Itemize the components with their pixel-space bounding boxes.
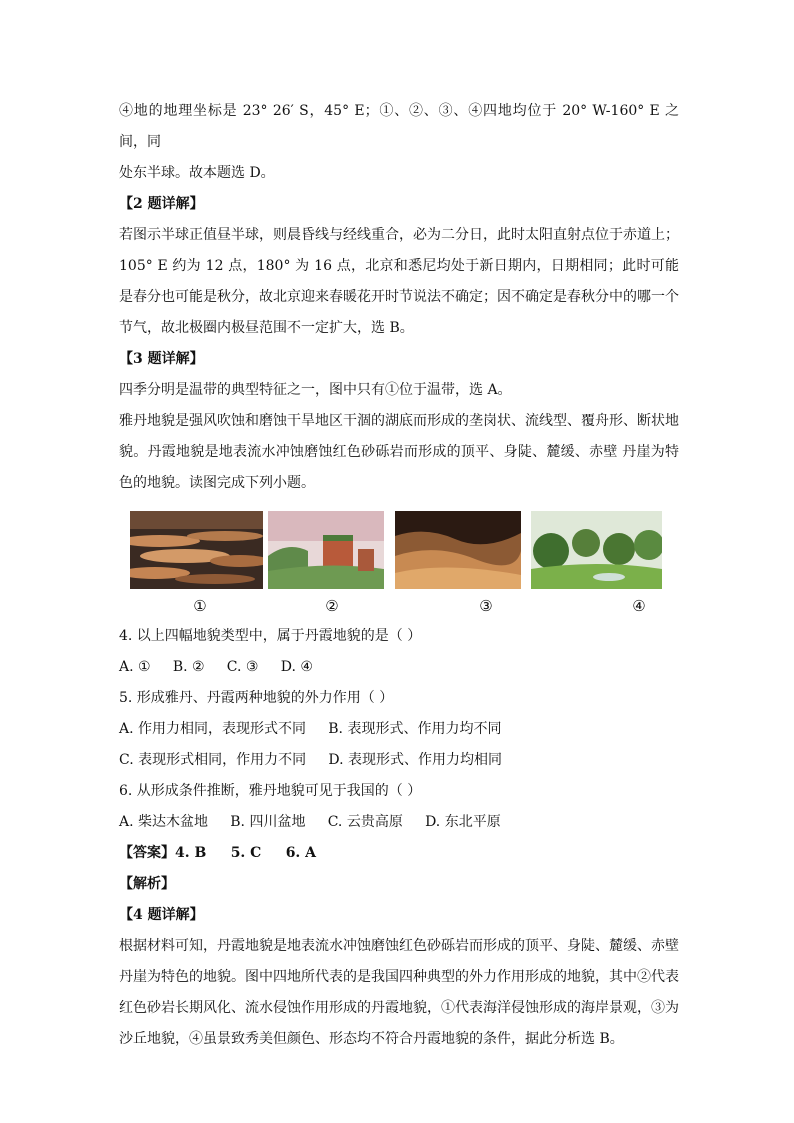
question-6: 6. 从形成条件推断，雅丹地貌可见于我国的（ ） — [119, 783, 422, 799]
heading-q2-detail: 【2 题详解】 — [119, 196, 204, 212]
question-4: 4. 以上四幅地貌类型中，属于丹霞地貌的是（ ） — [119, 628, 422, 644]
heading-q3-detail: 【3 题详解】 — [119, 351, 204, 367]
question-5-options-ab: A. 作用力相同，表现形式不同 B. 表现形式、作用力均不同 — [119, 721, 502, 737]
heading-analysis: 【解析】 — [119, 876, 175, 892]
photo-4-karst-green — [531, 511, 662, 589]
para-q2-detail: 若图示半球正值昼半球，则晨昏线与经线重合，必为二分日，此时太阳直射点位于赤道上；105° E 约为 12 点，180° 为 16 点，北京和悉尼均处于新日期内，日期相同；此时可能是春分也可能是秋分，故北京迎来春暖花开时节说法不确定；因不确定是春秋分中的哪一个节气，故北极圈内极昼范围不一定扩大，选 B。 — [119, 227, 679, 336]
question-4-options: A. ① B. ② C. ③ D. ④ — [119, 659, 313, 675]
landform-photos — [119, 511, 679, 621]
heading-q4-detail: 【4 题详解】 — [119, 907, 204, 923]
caption-3: ③ — [479, 597, 493, 615]
caption-2: ② — [325, 597, 339, 615]
para-q1-tail-2: 处东半球。故本题选 D。 — [119, 165, 275, 181]
para-q1-tail-1: ④地的地理坐标是 23° 26′ S，45° E；①、②、③、④四地均位于 20° W-160° E 之间，同 — [119, 103, 679, 150]
question-5: 5. 形成雅丹、丹霞两种地貌的外力作用（ ） — [119, 690, 394, 706]
answer-line: 【答案】4. B 5. C 6. A — [119, 845, 317, 861]
para-q3-detail: 四季分明是温带的典型特征之一，图中只有①位于温带，选 A。 — [119, 382, 512, 398]
photo-1-yardang-lake — [130, 511, 263, 589]
photo-3-sand-dunes — [395, 511, 521, 589]
caption-1: ① — [193, 597, 207, 615]
caption-4: ④ — [632, 597, 646, 615]
para-q4-detail: 根据材料可知，丹霞地貌是地表流水冲蚀磨蚀红色砂砾岩而形成的顶平、身陡、麓缓、赤壁丹崖为特色的地貌。图中四地所代表的是我国四种典型的外力作用形成的地貌，其中②代表红色砂岩长期风化、流水侵蚀作用形成的丹霞地貌，①代表海洋侵蚀形成的海岸景观，③为沙丘地貌，④虽景致秀美但颜色、形态均不符合丹霞地貌的条件，据此分析选 B。 — [119, 938, 679, 1047]
intro-paragraph: 雅丹地貌是强风吹蚀和磨蚀干旱地区干涸的湖底而形成的垄岗状、流线型、覆舟形、断状地貌。丹霞地貌是地表流水冲蚀磨蚀红色砂砾岩而形成的顶平、身陡、麓缓、赤壁 丹崖为特色的地貌。读图完成下列小题。 — [119, 413, 679, 491]
document-page — [119, 96, 679, 1055]
question-6-options: A. 柴达木盆地 B. 四川盆地 C. 云贵高原 D. 东北平原 — [119, 814, 501, 830]
question-5-options-cd: C. 表现形式相同，作用力不同 D. 表现形式、作用力均相同 — [119, 752, 502, 768]
photo-2-danxia — [268, 511, 384, 589]
